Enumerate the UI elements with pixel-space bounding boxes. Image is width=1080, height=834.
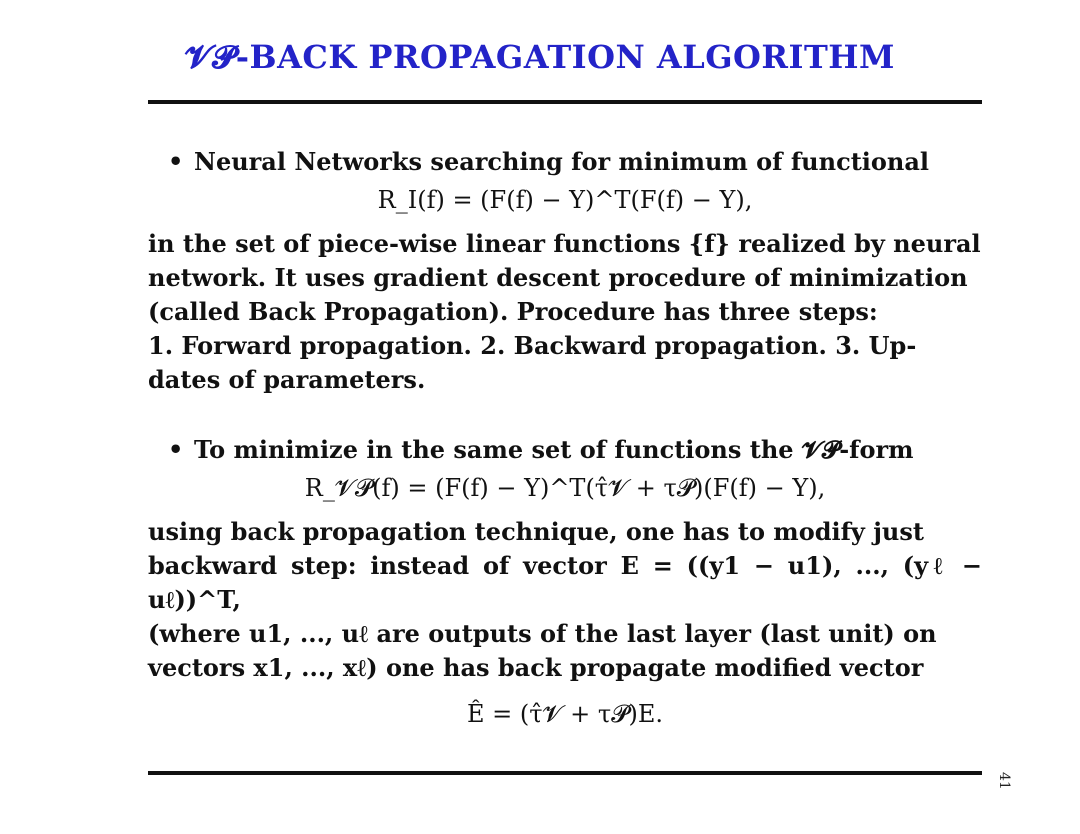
slide-body (148, 145, 982, 741)
bullet-2-text: To minimize in the same set of functions the 𝓥𝓟-form (194, 435, 914, 464)
bullet-dot-icon: • (168, 435, 184, 464)
bullet-1-text: Neural Networks searching for minimum of functional (194, 147, 930, 176)
bullet-1-paragraph (148, 227, 982, 397)
equation-text: Ê = (τ̂𝓥 + τ𝓟)E. (467, 700, 663, 728)
bullet-1 (148, 145, 982, 179)
paragraph-line: in the set of piece-wise linear functions {f} realized by neural (148, 229, 981, 258)
equation-text: R_𝓥𝓟(f) = (F(f) − Y)^T(τ̂𝓥 + τ𝓟)(F(f) − Y), (304, 474, 826, 502)
bottom-divider (148, 771, 982, 775)
bullet-dot-icon: • (168, 147, 184, 176)
bullet-2-paragraph (148, 515, 982, 685)
paragraph-line: using back propagation technique, one has to modify just (148, 517, 924, 546)
equation-modified-vector (148, 697, 982, 731)
paragraph-line: backward step: instead of vector E = ((y1 − u1), ..., (yℓ − uℓ))^T, (148, 551, 982, 614)
paragraph-line: (called Back Propagation). Procedure has three steps: (148, 297, 878, 326)
paragraph-line: 1. Forward propagation. 2. Backward propagation. 3. Up- (148, 331, 917, 360)
slide-title: 𝓥𝓟-BACK PROPAGATION ALGORITHM (185, 38, 895, 76)
equation-risk-functional (148, 183, 982, 217)
paragraph-line: (where u1, ..., uℓ are outputs of the last layer (last unit) on (148, 619, 937, 648)
equation-vp-form (148, 471, 982, 505)
page-number: 41 (996, 772, 1012, 790)
equation-text: R_I(f) = (F(f) − Y)^T(F(f) − Y), (377, 186, 753, 214)
bullet-2 (148, 433, 982, 467)
paragraph-line: vectors x1, ..., xℓ) one has back propagate modified vector (148, 653, 924, 682)
top-divider (148, 100, 982, 104)
paragraph-line: network. It uses gradient descent procedure of minimization (148, 263, 968, 292)
paragraph-line: dates of parameters. (148, 365, 426, 394)
